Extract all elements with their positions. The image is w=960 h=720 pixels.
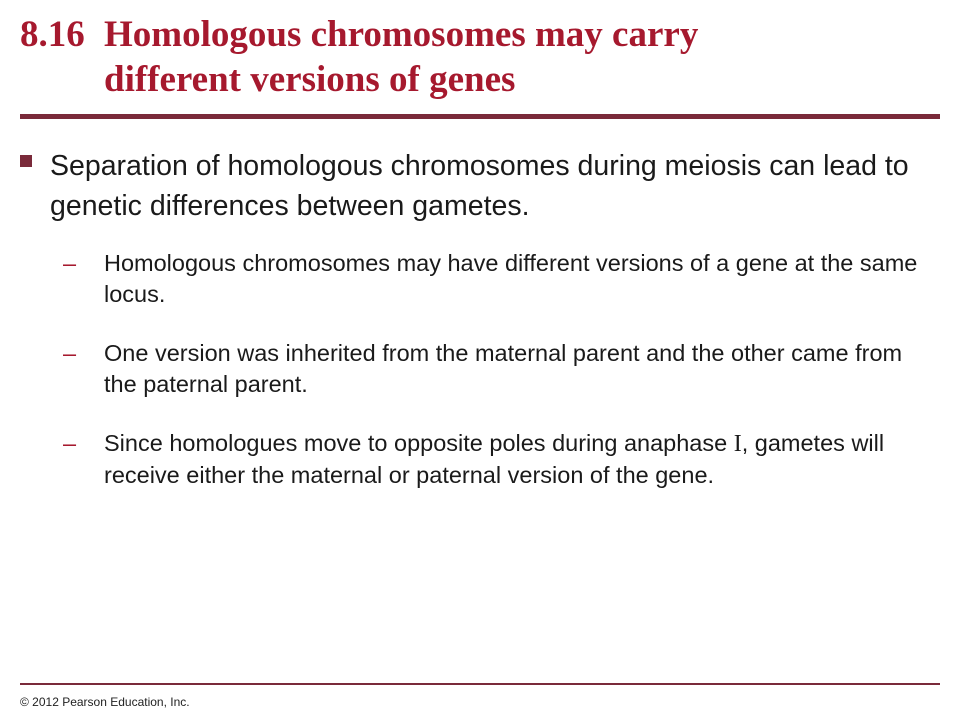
main-bullet (20, 146, 920, 226)
slide-title (20, 12, 940, 102)
sub-bullet-3 (20, 428, 920, 491)
dash-bullet-icon: – (63, 430, 77, 456)
title-divider (20, 114, 940, 119)
sub-bullet-2 (20, 338, 920, 400)
square-bullet-icon (20, 155, 32, 167)
sub-bullet-1 (20, 248, 920, 310)
sub-bullet-text-before: Since homologues move to opposite poles during anaphase (104, 430, 734, 456)
roman-numeral-one: I (733, 431, 742, 457)
sub-bullet-text-after: , gametes will receive either the maternal or paternal version of the gene. (104, 430, 885, 488)
slide-body (20, 146, 920, 519)
copyright-notice: © 2012 Pearson Education, Inc. (20, 695, 190, 709)
title-line-1 (20, 12, 940, 57)
dash-bullet-icon: – (63, 250, 77, 276)
main-bullet-text: Separation of homologous chromosomes during meiosis can lead to genetic differences between gametes. (50, 150, 909, 222)
title-text-line-2: different versions of genes (104, 59, 516, 100)
sub-bullet-list (20, 248, 920, 491)
section-number: 8.16 (20, 14, 85, 55)
title-text-line-1: Homologous chromosomes may carry (104, 14, 699, 55)
sub-bullet-text: Homologous chromosomes may have different versions of a gene at the same locus. (104, 250, 918, 307)
footer-divider (20, 683, 940, 685)
dash-bullet-icon: – (63, 340, 77, 366)
sub-bullet-text: One version was inherited from the maternal parent and the other came from the paternal parent. (104, 340, 903, 397)
